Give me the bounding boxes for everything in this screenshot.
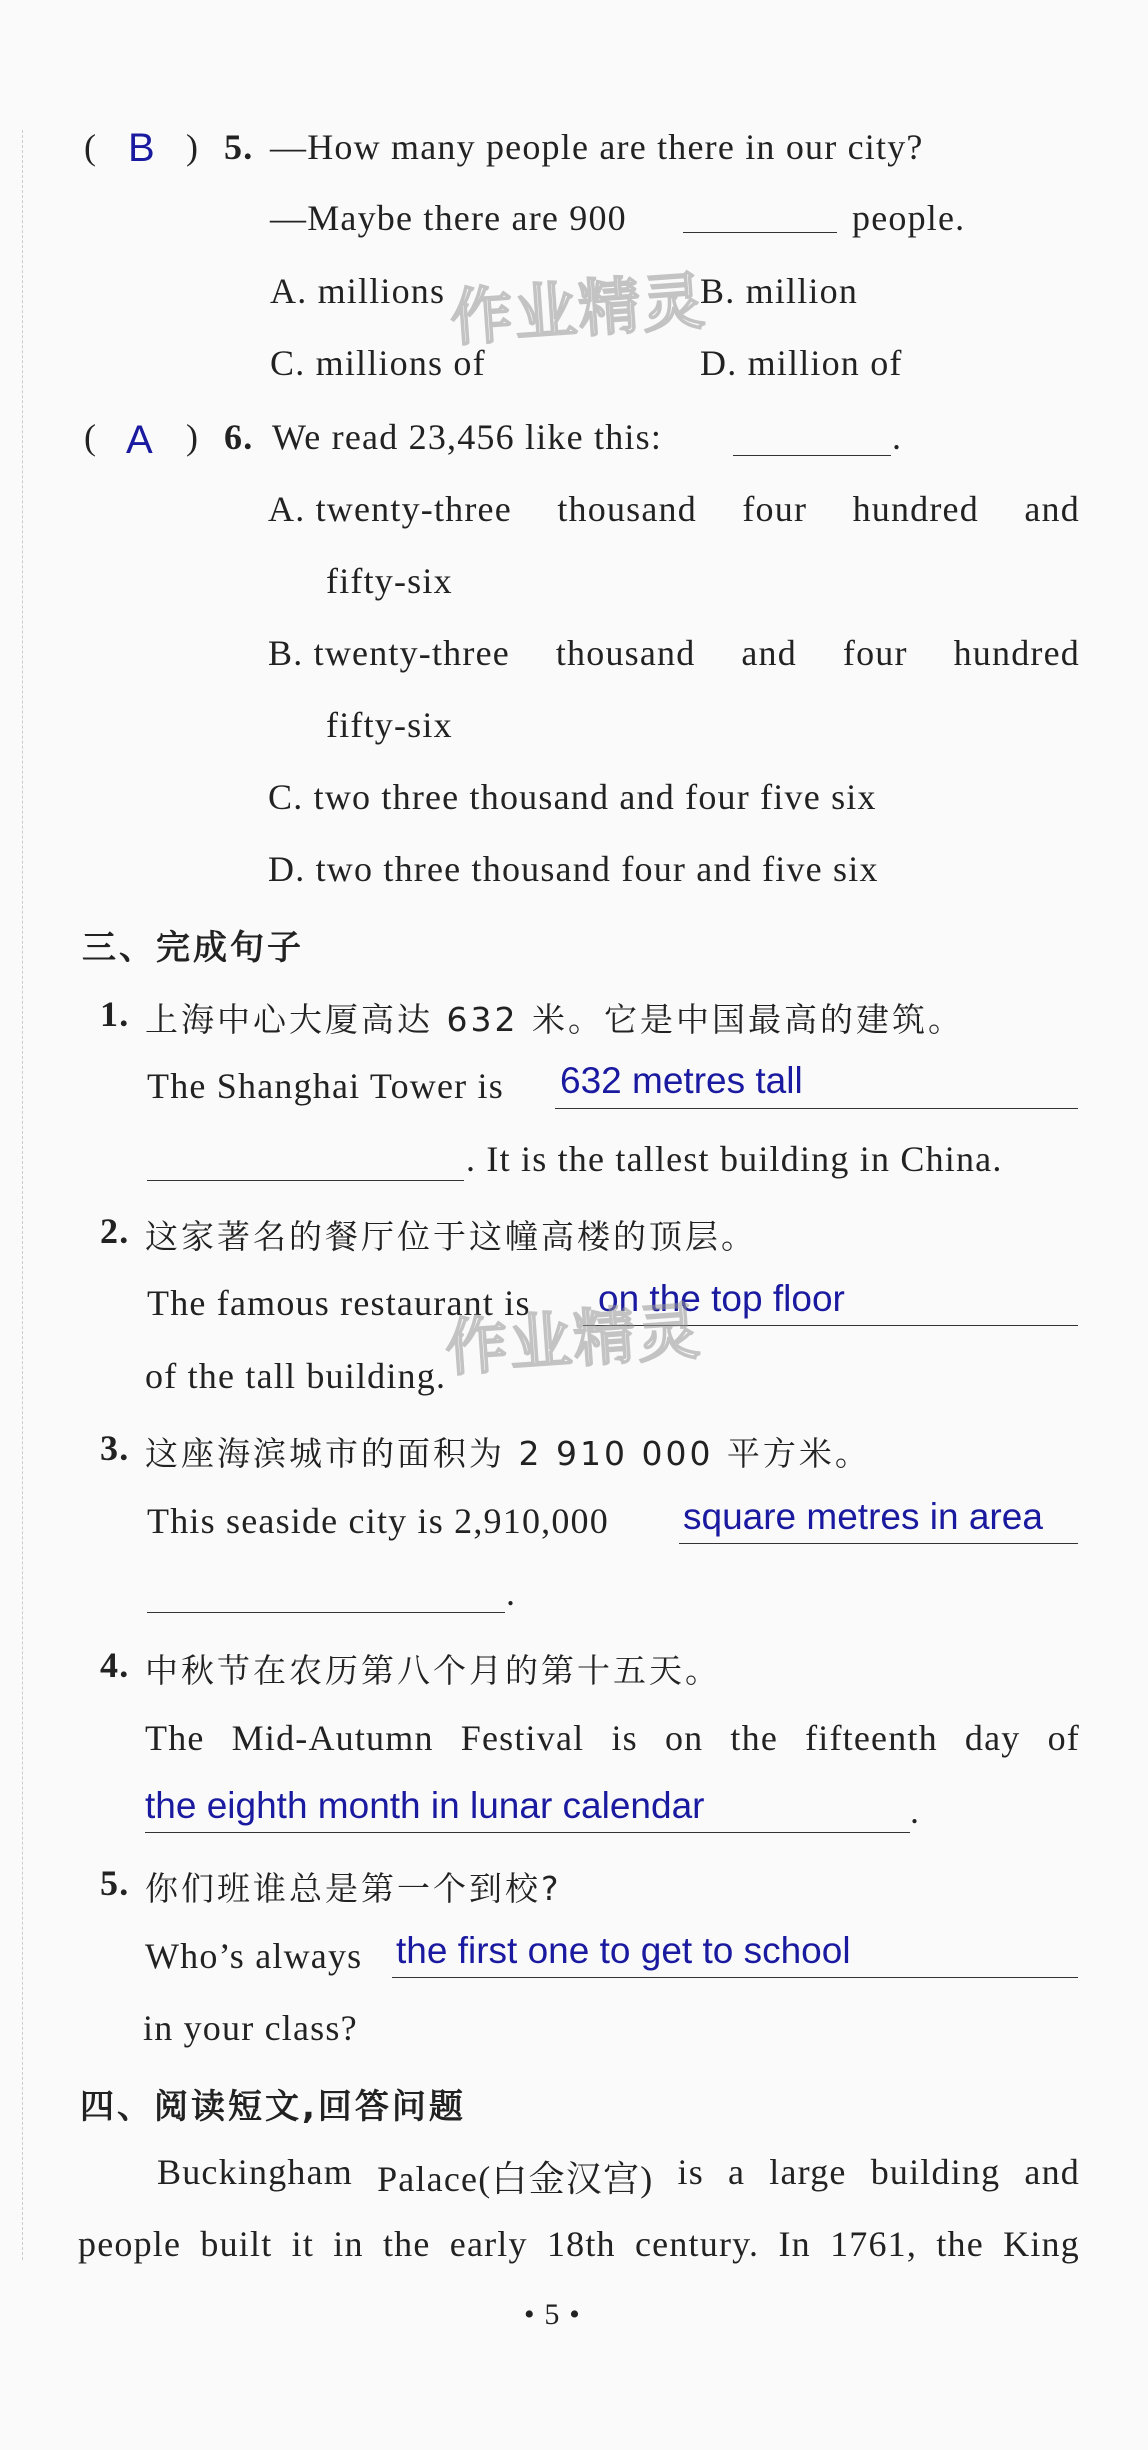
- s3-item5-blank: [392, 1977, 1078, 1978]
- word: on: [664, 1718, 704, 1758]
- word: thousand: [555, 633, 696, 673]
- s3-item1-pre: The Shanghai Tower is: [147, 1066, 504, 1106]
- s3-item2-pre: The famous restaurant is: [147, 1283, 531, 1323]
- s3-item3-post: .: [506, 1573, 517, 1613]
- word: hundred: [953, 633, 1080, 673]
- q5-paren-open: (: [84, 127, 98, 167]
- word: fifteenth: [805, 1718, 938, 1758]
- q5-line2-pre: —Maybe there are 900: [270, 198, 627, 238]
- word: thousand: [557, 489, 697, 529]
- word: and: [1024, 2152, 1080, 2192]
- s3-item1-chinese: 上海中心大厦高达 632 米。它是中国最高的建筑。: [145, 1000, 964, 1039]
- section3-title: 三、完成句子: [82, 928, 304, 968]
- word: century.: [635, 2224, 760, 2264]
- word: is: [611, 1718, 638, 1758]
- s3-item4-number: 4.: [100, 1645, 130, 1685]
- word: four: [842, 633, 908, 673]
- s3-item1-post: . It is the tallest building in China.: [466, 1139, 1003, 1179]
- s3-item5-chinese: 你们班谁总是第一个到校?: [145, 1869, 562, 1908]
- word: Festival: [460, 1718, 585, 1758]
- s3-item1-blank: [555, 1108, 1078, 1109]
- s3-item2-chinese: 这家著名的餐厅位于这幢高楼的顶层。: [145, 1217, 757, 1256]
- s3-item2-number: 2.: [100, 1211, 130, 1251]
- q6-option-a: [268, 488, 1080, 530]
- page-number: • 5 •: [524, 2298, 582, 2331]
- section4-title: 四、阅读短文,回答问题: [80, 2087, 466, 2127]
- word: four: [742, 489, 808, 529]
- q6-option-a-cont: fifty-six: [326, 561, 453, 601]
- s3-item1-answer: 632 metres tall: [560, 1060, 803, 1101]
- s3-item5-pre: Who’s always: [145, 1936, 363, 1976]
- q5-option-b: B. million: [700, 271, 859, 311]
- s3-item5-answer: the first one to get to school: [396, 1930, 851, 1971]
- word: a: [728, 2152, 746, 2192]
- word: A. twenty-three: [268, 489, 512, 529]
- q5-question: —How many people are there in our city?: [270, 127, 924, 167]
- s3-item1-blank2: [147, 1180, 464, 1181]
- s3-item5-number: 5.: [100, 1863, 130, 1903]
- word: building: [870, 2152, 1001, 2192]
- word: hundred: [852, 489, 979, 529]
- q6-number: 6.: [224, 417, 254, 457]
- s4-line2: [78, 2223, 1080, 2265]
- watermark-logo-2: 作业精灵: [443, 1294, 704, 1385]
- q6-option-b: [268, 632, 1080, 674]
- s4-line1: [157, 2151, 1080, 2202]
- q5-number: 5.: [224, 127, 254, 167]
- q6-option-c: C. two three thousand and four five six: [268, 777, 877, 817]
- q5-paren-close: ): [186, 127, 200, 167]
- word: King: [1003, 2224, 1080, 2264]
- q6-blank: [733, 455, 891, 456]
- q6-answer: A: [126, 418, 153, 462]
- q5-option-a: A. millions: [270, 271, 446, 311]
- s3-item3-pre: This seaside city is 2,910,000: [147, 1501, 609, 1541]
- q6-question: We read 23,456 like this:: [272, 417, 663, 457]
- word: the: [936, 2224, 984, 2264]
- word: Buckingham: [157, 2152, 353, 2192]
- s3-item4-chinese: 中秋节在农历第八个月的第十五天。: [145, 1651, 721, 1690]
- word: the: [382, 2224, 431, 2264]
- word: and: [1024, 489, 1080, 529]
- page-margin-line: [22, 130, 23, 2260]
- q5-blank: [683, 232, 837, 233]
- s3-item3-number: 3.: [100, 1428, 130, 1468]
- word: large: [769, 2152, 847, 2192]
- s3-item3-blank2: [147, 1612, 505, 1613]
- q6-paren-open: (: [84, 417, 98, 457]
- word: people: [78, 2224, 182, 2264]
- word: day: [964, 1718, 1021, 1758]
- word: of: [1047, 1718, 1080, 1758]
- s3-item3-answer: square metres in area: [683, 1496, 1043, 1537]
- q6-option-b-cont: fifty-six: [326, 705, 453, 745]
- s3-item2-post: of the tall building.: [145, 1356, 447, 1396]
- q6-paren-close: ): [186, 417, 200, 457]
- s3-item3-blank: [679, 1543, 1078, 1544]
- s3-item4-pre: [145, 1717, 1080, 1759]
- s3-item1-number: 1.: [100, 994, 130, 1034]
- word: B. twenty-three: [268, 633, 510, 673]
- q6-option-d: D. two three thousand four and five six: [268, 849, 879, 889]
- s3-item3-chinese: 这座海滨城市的面积为 2 910 000 平方米。: [145, 1434, 871, 1473]
- s3-item4-blank: [145, 1832, 910, 1833]
- s3-item5-post: in your class?: [143, 2008, 358, 2048]
- s3-item4-answer: the eighth month in lunar calendar: [145, 1785, 705, 1826]
- word: and: [741, 633, 797, 673]
- word: early: [449, 2224, 528, 2264]
- word: Palace(白金汉宫): [377, 2159, 654, 2199]
- s3-item4-post: .: [910, 1791, 921, 1831]
- q6-question-end: .: [892, 417, 903, 457]
- word: The: [145, 1718, 205, 1758]
- word: the: [730, 1718, 779, 1758]
- s3-item2-answer: on the top floor: [598, 1278, 845, 1319]
- word: in: [333, 2224, 364, 2264]
- word: built: [200, 2224, 273, 2264]
- word: Mid-Autumn: [231, 1718, 434, 1758]
- word: In: [778, 2224, 811, 2264]
- q5-option-d: D. million of: [700, 343, 903, 383]
- q5-line2-post: people.: [852, 198, 966, 238]
- word: is: [677, 2152, 704, 2192]
- watermark-logo-1: 作业精灵: [448, 264, 709, 355]
- q5-option-c: C. millions of: [270, 343, 486, 383]
- word: 1761,: [830, 2224, 918, 2264]
- word: 18th: [546, 2224, 616, 2264]
- q5-answer: B: [128, 126, 155, 170]
- word: it: [291, 2224, 315, 2264]
